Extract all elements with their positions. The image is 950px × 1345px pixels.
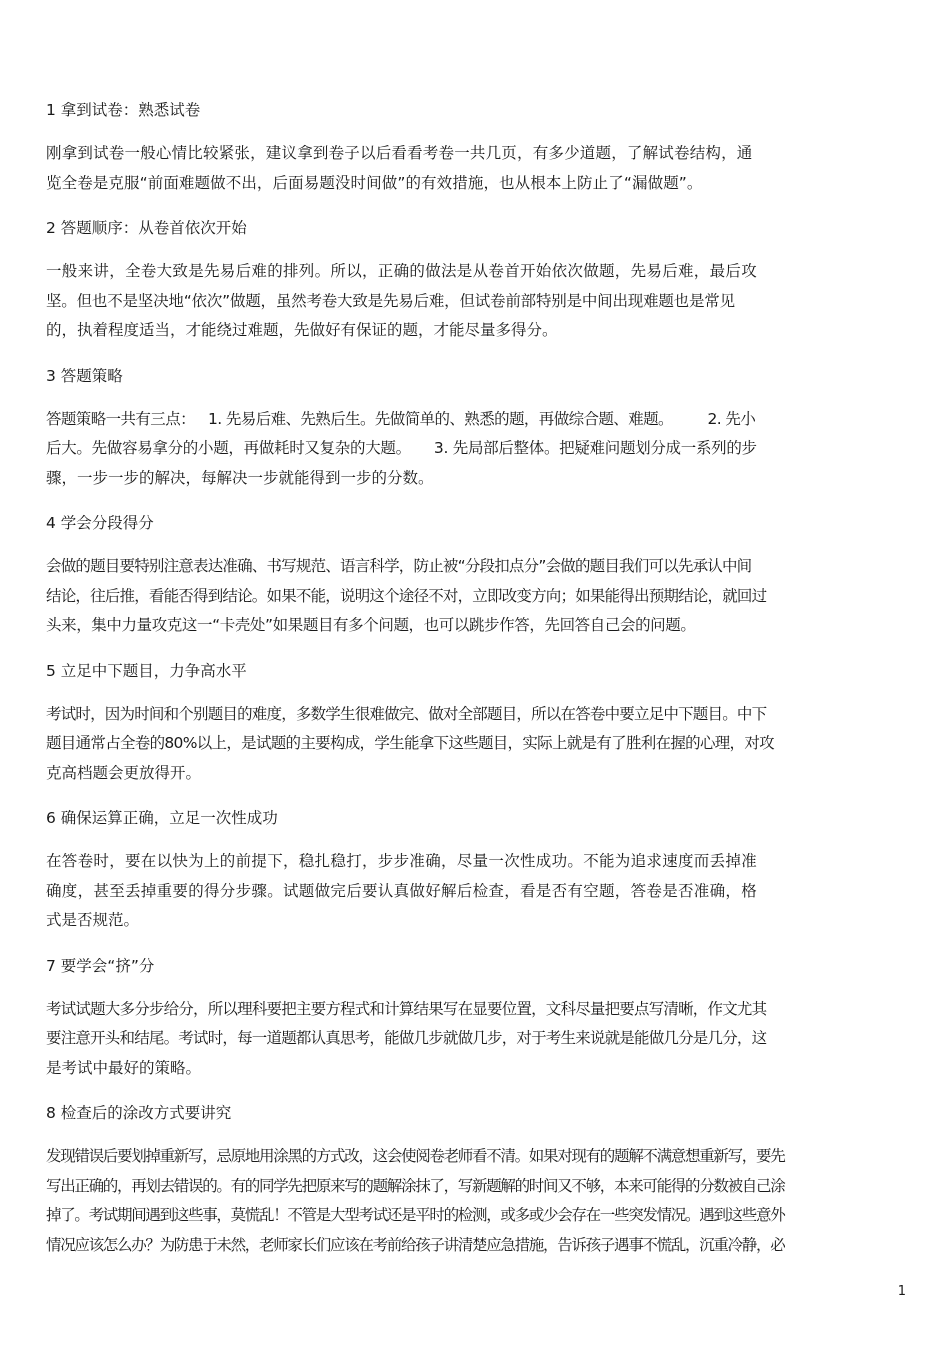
section-paragraph [46,257,914,346]
section-paragraph [46,847,914,936]
paragraph-line: 题目通常占全卷的80%以上，是试题的主要构成，学生能拿下这些题目，实际上就是有了胜利在握的心理，对攻 [46,734,774,752]
paragraph-line: 览全卷是克服“前面难题做不出，后面易题没时间做”的有效措施，也从根本上防止了“漏做题”。 [46,173,703,192]
section-heading: 5 立足中下题目，力争高水平 [46,661,247,680]
section-3 [46,362,914,494]
section-paragraph [46,995,914,1084]
paragraph-line: 情况应该怎么办？为防患于未然，老师家长们应该在考前给孩子讲清楚应急措施，告诉孩子遇事不慌乱，沉重冷静，必 [46,1235,785,1254]
paragraph-line: 写出正确的，再划去错误的。有的同学先把原来写的题解涂抹了，写新题解的时间又不够，本来可能得的分数被自己涂 [46,1176,785,1195]
paragraph-line: 确度，甚至丢掉重要的得分步骤。试题做完后要认真做好解后检查，看是否有空题，答卷是否准确，格 [46,881,758,900]
paragraph-line: 考试试题大多分步给分，所以理科要把主要方程式和计算结果写在显要位置，文科尽量把要点写清晰，作文尤其 [46,999,767,1018]
paragraph-line: 骤，一步一步的解决，每解决一步就能得到一步的分数。 [46,468,434,487]
paragraph-line: 结论，往后推，看能否得到结论。如果不能，说明这个途径不对，立即改变方向；如果能得出预期结论，就回过 [46,586,767,605]
section-heading: 4 学会分段得分 [46,514,154,532]
section-6 [46,804,914,936]
paragraph-line: 掉了。考试期间遇到这些事，莫慌乱！不管是大型考试还是平时的检测，或多或少会存在一些突发情况。遇到这些意外 [46,1206,785,1224]
section-heading: 2 答题顺序：从卷首依次开始 [46,219,247,237]
section-heading: 1 拿到试卷：熟悉试卷 [46,101,201,119]
section-paragraph [46,1142,914,1260]
section-paragraph [46,552,914,641]
paragraph-line: 答题策略一共有三点： 1. 先易后难、先熟后生。先做简单的、熟悉的题，再做综合题、难题。 2. 先小 [46,409,756,428]
section-8 [46,1099,914,1260]
section-1 [46,96,914,198]
paragraph-line: 的，执着程度适当，才能绕过难题，先做好有保证的题，才能尽量多得分。 [46,321,558,339]
paragraph-line: 发现错误后要划掉重新写，忌原地用涂黑的方式改，这会使阅卷老师看不清。如果对现有的题解不满意想重新写，要先 [46,1147,785,1165]
section-paragraph [46,139,914,198]
section-heading: 8 检查后的涂改方式要讲究 [46,1104,232,1122]
page-number: 1 [897,1284,906,1299]
section-heading: 3 答题策略 [46,366,123,385]
section-7 [46,952,914,1084]
section-heading: 7 要学会“挤”分 [46,956,155,975]
paragraph-line: 式是否规范。 [46,911,140,929]
paragraph-line: 坚。但也不是坚决地“依次”做题，虽然考卷大致是先易后难，但试卷前部特别是中间出现难题也是常见 [46,291,735,310]
paragraph-line: 是考试中最好的策略。 [46,1058,202,1077]
section-5 [46,657,914,789]
section-heading: 6 确保运算正确，立足一次性成功 [46,809,278,827]
paragraph-line: 会做的题目要特别注意表达准确、书写规范、语言科学，防止被“分段扣点分”会做的题目我们可以先承认中间 [46,557,752,575]
document-page [46,96,914,1276]
paragraph-line: 一般来讲，全卷大致是先易后难的排列。所以，正确的做法是从卷首开始依次做题，先易后难，最后攻 [46,262,758,280]
paragraph-line: 要注意开头和结尾。考试时，每一道题都认真思考，能做几步就做几步，对于考生来说就是能做几分是几分，这 [46,1029,767,1047]
section-paragraph [46,700,914,789]
paragraph-line: 后大。先做容易拿分的小题，再做耗时又复杂的大题。 3. 先局部后整体。把疑难问题划分成一系列的步 [46,439,757,457]
section-4 [46,509,914,641]
paragraph-line: 克高档题会更放得开。 [46,763,202,782]
section-paragraph [46,405,914,494]
paragraph-line: 头来，集中力量攻克这一“卡壳处”如果题目有多个问题，也可以跳步作答，先回答自己会的问题。 [46,616,696,634]
paragraph-line: 考试时，因为时间和个别题目的难度，多数学生很难做完、做对全部题目，所以在答卷中要立足中下题目。中下 [46,704,767,723]
section-2 [46,214,914,346]
paragraph-line: 在答卷时，要在以快为上的前提下，稳扎稳打，步步准确，尽量一次性成功。不能为追求速度而丢掉准 [46,852,758,870]
paragraph-line: 刚拿到试卷一般心情比较紧张，建议拿到卷子以后看看考卷一共几页，有多少道题，了解试卷结构，通 [46,144,753,162]
